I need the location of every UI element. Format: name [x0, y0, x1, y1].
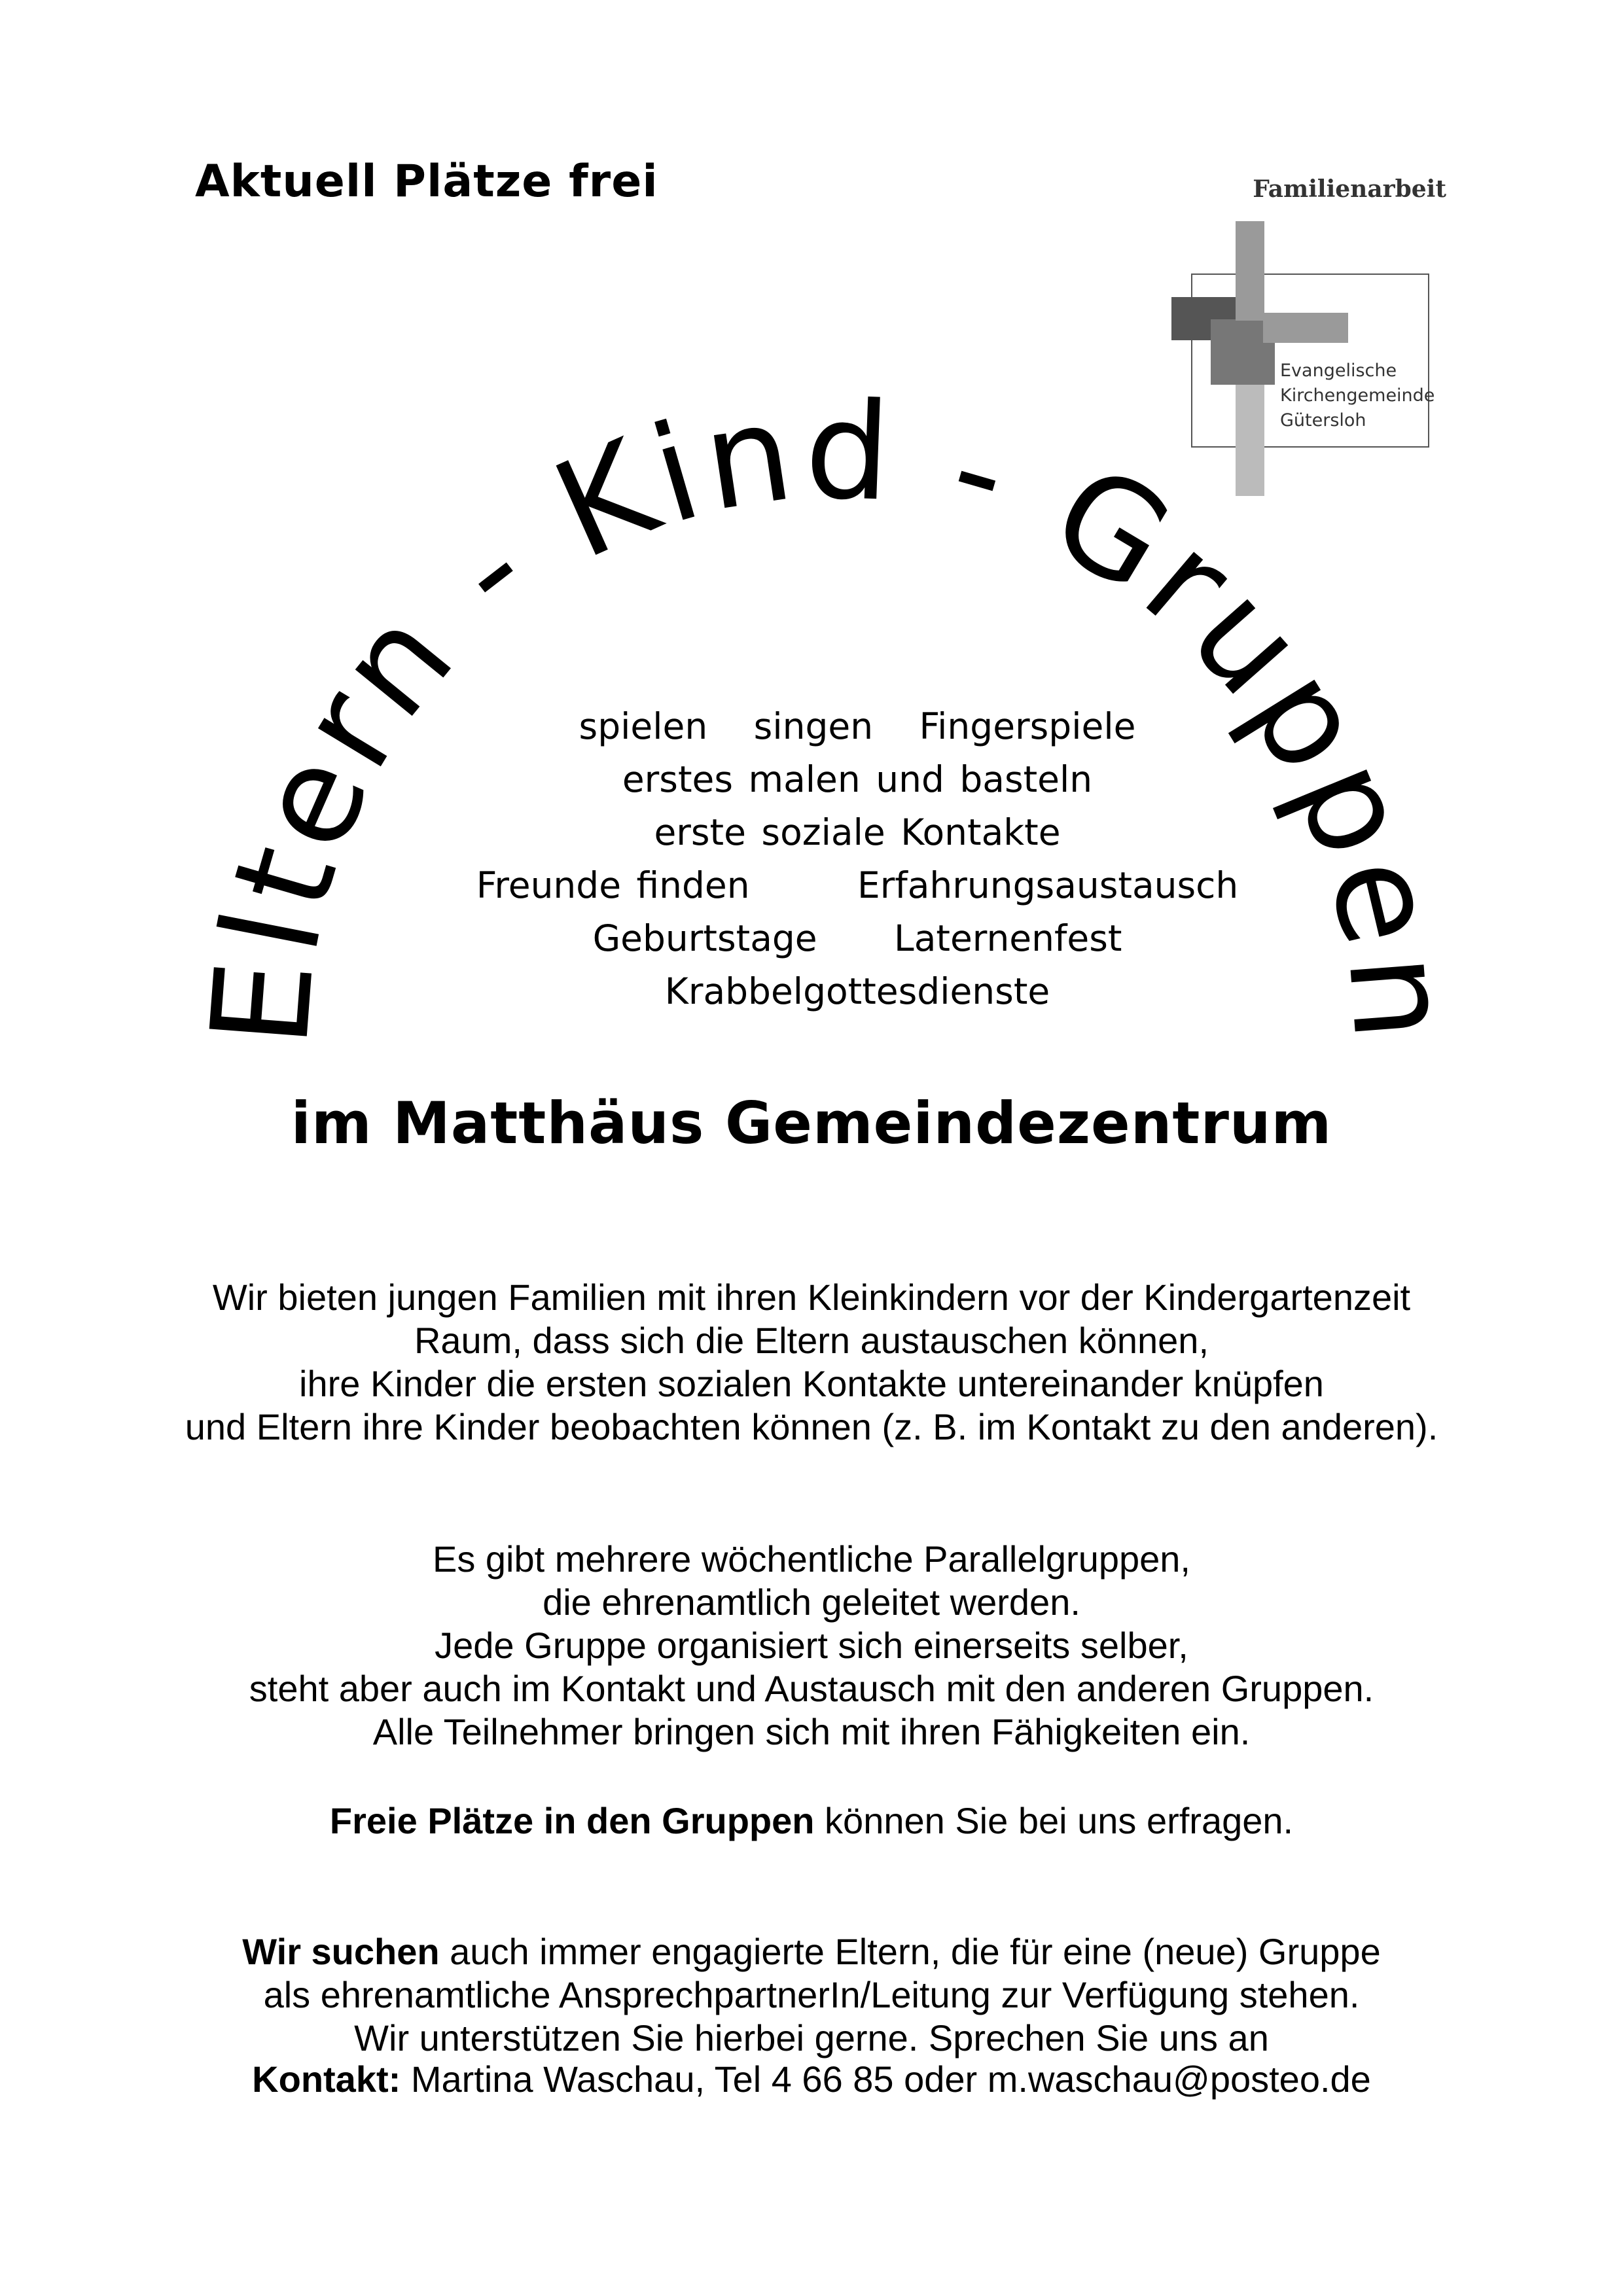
volunteers-line-3: Wir unterstützen Sie hierbei gerne. Sprechen Sie uns an	[354, 2017, 1269, 2058]
groups-paragraph	[131, 1538, 1492, 1754]
logo-cross-block-upper	[1236, 221, 1264, 321]
free-places-paragraph	[131, 1799, 1492, 1843]
volunteers-line-1: auch immer engagierte Eltern, die für eine (neue) Gruppe	[439, 1931, 1381, 1972]
contact-paragraph	[131, 2058, 1492, 2101]
contact-details[interactable]: Martina Waschau, Tel 4 66 85 oder m.waschau@posteo.de	[401, 2058, 1371, 2100]
activity-line: Freunde finden Erfahrungsaustausch	[476, 864, 1239, 906]
intro-line: Wir bieten jungen Familien mit ihren Kleinkindern vor der Kindergartenzeit	[212, 1277, 1411, 1318]
logo-line-1: Evangelische	[1280, 361, 1397, 381]
free-places-bold: Freie Plätze in den Gruppen	[329, 1800, 815, 1841]
intro-paragraph	[131, 1276, 1492, 1449]
groups-line: Es gibt mehrere wöchentliche Parallelgruppen,	[433, 1538, 1190, 1580]
free-places-text: können Sie bei uns erfragen.	[814, 1800, 1294, 1841]
activities-list	[380, 700, 1335, 1018]
arc-title-text: Eltern - Kind - Gruppen	[182, 372, 1480, 1052]
activity-line: spielen singen Fingerspiele	[579, 705, 1136, 747]
activity-line: erste soziale Kontakte	[654, 811, 1061, 853]
volunteers-line-2: als ehrenamtliche AnsprechpartnerIn/Leitung zur Verfügung stehen.	[263, 1974, 1360, 2015]
location-heading: im Matthäus Gemeindezentrum	[291, 1089, 1332, 1157]
logo-line-3: Gütersloh	[1280, 410, 1366, 431]
volunteers-paragraph	[131, 1930, 1492, 2060]
activity-line: Geburtstage Laternenfest	[592, 917, 1122, 959]
logo-caption: Familienarbeit	[1253, 175, 1446, 203]
activity-line: erstes malen und basteln	[622, 758, 1093, 800]
church-logo	[1158, 175, 1446, 503]
activity-line: Krabbelgottesdienste	[664, 970, 1050, 1012]
logo-line-2: Kirchengemeinde	[1280, 385, 1435, 406]
groups-line: Jede Gruppe organisiert sich einerseits selber,	[435, 1625, 1188, 1666]
intro-line: ihre Kinder die ersten sozialen Kontakte untereinander knüpfen	[299, 1363, 1324, 1404]
intro-line: Raum, dass sich die Eltern austauschen können,	[414, 1320, 1209, 1361]
logo-cross-block-right	[1263, 313, 1348, 343]
intro-line: und Eltern ihre Kinder beobachten können (z. B. im Kontakt zu den anderen).	[185, 1406, 1438, 1447]
groups-line: steht aber auch im Kontakt und Austausch mit den anderen Gruppen.	[249, 1668, 1374, 1709]
groups-line: die ehrenamtlich geleitet werden.	[543, 1581, 1080, 1623]
contact-label: Kontakt:	[252, 2058, 401, 2100]
logo-text	[1280, 359, 1435, 433]
volunteers-bold: Wir suchen	[242, 1931, 440, 1972]
availability-heading: Aktuell Plätze frei	[195, 156, 658, 207]
groups-line: Alle Teilnehmer bringen sich mit ihren Fähigkeiten ein.	[372, 1711, 1251, 1752]
